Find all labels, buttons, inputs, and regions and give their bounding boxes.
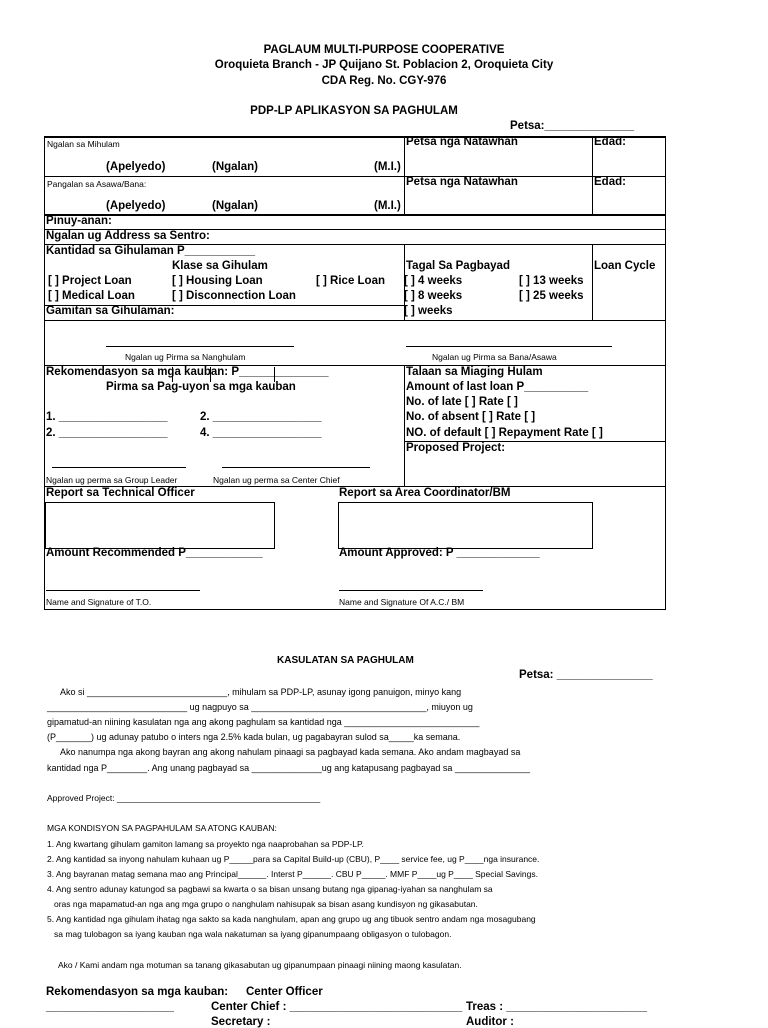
spouse-birthdate-label: Petsa nga Natawhan [406,176,518,188]
age-label: Edad: [594,136,626,148]
center-officer-label: Center Officer [246,986,323,998]
firstname-label: (Ngalan) [212,161,258,173]
member-signature-4[interactable]: 4. _________________ [200,427,322,439]
org-name: PAGLAUM MULTI-PURPOSE COOPERATIVE [263,44,505,56]
spouse-name-label: Pangalan sa Asawa/Bana: [47,179,147,189]
borrower-signature-label: Ngalan ug Pirma sa Nanghulam [125,352,246,362]
proposed-project-label: Proposed Project: [406,442,506,454]
disconnection-loan-checkbox[interactable]: [ ] Disconnection Loan [172,290,296,302]
condition-1: 1. Ang kwartang gihulam gamiton lamang sa proyekto nga naaprobahan sa PDP-LP. [47,839,364,849]
spouse-signature-line [406,346,612,347]
to-signature-label: Name and Signature of T.O. [46,597,152,607]
treasurer-field[interactable]: Treas : ______________________ [466,1001,647,1013]
spouse-mi-label: (M.I.) [374,200,401,212]
agreement-title: KASULATAN SA PAGHULAM [277,655,414,666]
spouse-surname-label: (Apelyedo) [106,200,166,212]
borrower-signature-line [106,346,294,347]
member-recommendation-label: Rekomendasyon sa mga kauban: [46,986,229,998]
recommendation-label: Rekomendasyon sa mga kauban: P______________ [46,366,329,378]
form-title: PDP-LP APLIKASYON SA PAGHULAM [250,105,458,117]
surname-label: (Apelyedo) [106,161,166,173]
conditions-title: MGA KONDISYON SA PAGPAHULAM SA ATONG KAUBAN: [47,823,277,833]
rice-loan-checkbox[interactable]: [ ] Rice Loan [316,275,386,287]
closing-statement: Ako / Kami andam nga motuman sa tanang gikasabutan ug gipanumpaan pinaagi niining maong kasulatan. [58,960,462,970]
amount-approved: Amount Approved: P _____________ [339,547,540,559]
term-4weeks-checkbox[interactable]: [ ] 4 weeks [404,275,463,287]
spouse-firstname-label: (Ngalan) [212,200,258,212]
term-25weeks-checkbox[interactable]: [ ] 25 weeks [519,290,584,302]
agreement-line-6: kantidad nga P________. Ang unang pagbayad sa ______________ug ang katapusang pagbayad sa _______________ [47,763,530,773]
agreement-line-4: (P_______) ug adunay patubo o inters nga 2.5% kada bulan, ug pagabayran sulod sa_____ka semana. [47,732,461,742]
term-other-checkbox[interactable]: [ ] weeks [404,305,453,317]
loan-amount-label: Kantidad sa Gihulaman P___________ [46,245,256,257]
ac-signature-label: Name and Signature Of A.C./ BM [339,597,465,607]
group-leader-label: Ngalan ug perma sa Group Leader [46,475,178,485]
to-report-label: Report sa Technical Officer [46,487,195,499]
birthdate-label: Petsa nga Natawhan [406,136,518,148]
project-loan-checkbox[interactable]: [ ] Project Loan [48,275,132,287]
agreement-line-2: ____________________________ ug nagpuyo sa ___________________________________, miuyon ug [47,702,473,712]
agreement-line-5: Ako nanumpa nga akong bayran ang akong nahulam pinaagi sa pagbayad kada semana. Ako andam magbayad sa [60,747,521,757]
group-leader-line [52,467,186,468]
agreement-line-3: gipamatud-an niining kasulatan nga ang akong paghulam sa kantidad nga ___________________________ [47,717,480,727]
loan-purpose-label: Gamitan sa Gihulaman: [46,305,175,317]
term-8weeks-checkbox[interactable]: [ ] 8 weeks [404,290,463,302]
member-signature-1[interactable]: 1. _________________ [46,411,168,423]
ac-report-label: Report sa Area Coordinator/BM [339,487,511,499]
center-chief-field[interactable]: Center Chief : ___________________________ [211,1001,463,1013]
spouse-signature-label: Ngalan ug Pirma sa Bana/Asawa [432,352,557,362]
absent-count: No. of absent [ ] Rate [ ] [406,411,536,423]
date-field[interactable]: Petsa:______________ [510,120,635,132]
cda-reg: CDA Reg. No. CGY-976 [321,75,447,87]
member-signature-2[interactable]: 2. _________________ [200,411,322,423]
member-signature-line[interactable]: ____________________ [46,1001,174,1013]
ac-signature-line [339,590,483,591]
address-label: Pinuy-anan: [46,215,112,227]
mi-label: (M.I.) [374,161,401,173]
member-approval-label: Pirma sa Pag-uyon sa mga kauban [106,381,296,393]
condition-2: 2. Ang kantidad sa inyong nahulam kuhaan ug P_____para sa Capital Build-up (CBU), P____ service fee, ug P____nga insurance. [47,854,540,864]
borrower-name-label: Ngalan sa Mihulam [47,139,120,149]
condition-4b: oras nga mapamatud-an nga ang mga grupo o nanghulam nahisupak sa bisan asang kundisyon ng gikasabutan. [54,899,478,909]
medical-loan-checkbox[interactable]: [ ] Medical Loan [48,290,135,302]
agreement-line-1: Ako si ____________________________, mihulam sa PDP-LP, asunay igong panuigon, minyo kang [60,687,462,697]
branch-address: Oroquieta Branch - JP Quijano St. Poblacion 2, Oroquieta City [214,59,554,71]
condition-5b: sa mag tulobagon sa iyang kauban nga wala nakatuman sa iyang gipanumpaang obligasyon o tulobagon. [54,929,452,939]
amount-recommended: Amount Recommended P____________ [46,547,263,559]
to-report-box[interactable] [45,502,275,549]
condition-3: 3. Ang bayranan matag semana mao ang Principal______. Interst P______. CBU P_____. MMF P____ug P____ Special Savings. [47,869,538,879]
term-label: Tagal Sa Pagbayad [406,260,510,272]
term-13weeks-checkbox[interactable]: [ ] 13 weeks [519,275,584,287]
ac-report-box[interactable] [338,502,593,549]
housing-loan-checkbox[interactable]: [ ] Housing Loan [172,275,263,287]
spouse-age-label: Edad: [594,176,626,188]
loan-history-label: Talaan sa Miaging Hulam [406,366,543,378]
loan-type-label: Klase sa Gihulam [172,260,268,272]
agreement-date-field[interactable]: Petsa: _______________ [519,669,653,681]
secretary-field[interactable]: Secretary : [211,1016,271,1028]
default-count: NO. of default [ ] Repayment Rate [ ] [406,427,603,439]
auditor-field[interactable]: Auditor : [466,1016,514,1028]
late-count: No. of late [ ] Rate [ ] [406,396,518,408]
condition-5a: 5. Ang kantidad nga gihulam ihatag nga sakto sa kada nanghulam, apan ang grupo ug ang tibuok sentro andam nga mosagubang [47,914,536,924]
loan-cycle-label: Loan Cycle [594,260,656,272]
condition-4a: 4. Ang sentro adunay katungod sa pagbawi sa kwarta o sa bisan unsang butang nga gipanag-iyahan sa nanghulam sa [47,884,493,894]
center-chief-label: Ngalan ug perma sa Center Chief [213,475,340,485]
center-chief-line [222,467,370,468]
approved-project-field[interactable]: Approved Project: ___________________________________________ [47,793,321,803]
last-loan-amount: Amount of last loan P__________ [406,381,589,393]
to-signature-line [46,590,200,591]
center-address-label: Ngalan ug Address sa Sentro: [46,230,210,242]
member-signature-3[interactable]: 2. _________________ [46,427,168,439]
